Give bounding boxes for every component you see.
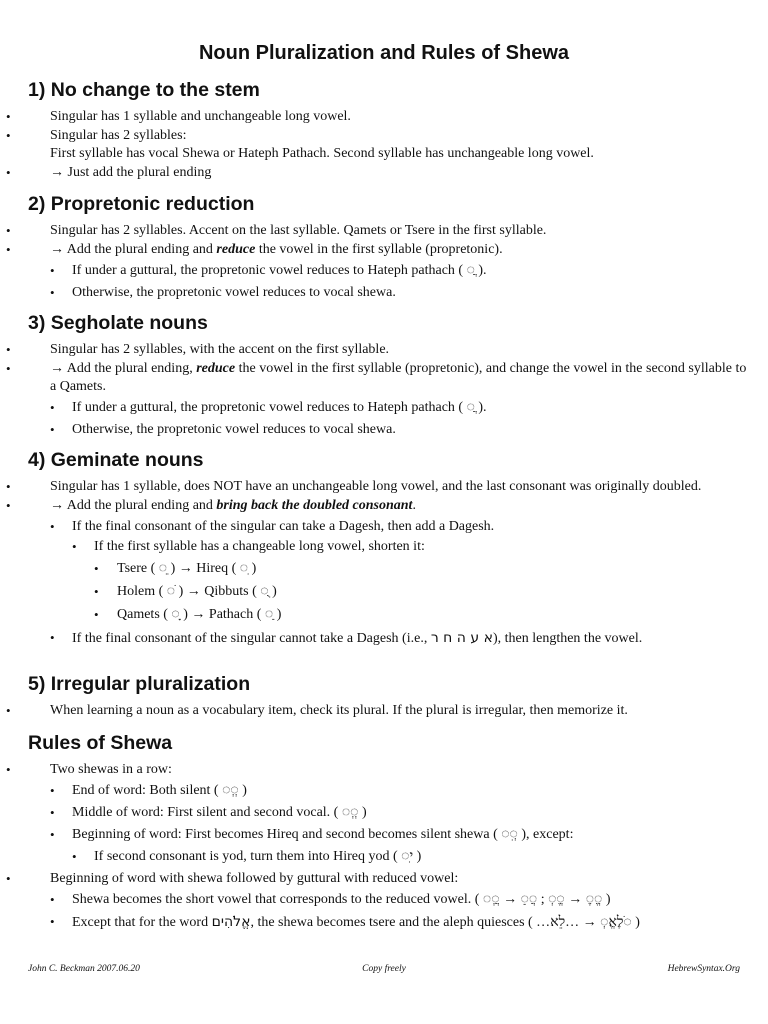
list-item: • Singular has 2 syllables. Accent on the last syllable. Qamets or Tsere in the first syllable. xyxy=(28,222,748,240)
list-item: • Tsere ( ◌ֵ ) → Hireq ( ◌ִ ) xyxy=(28,560,748,578)
hebrew-letters: א ע ה ח ר xyxy=(430,630,493,646)
list-item: • → Just add the plural ending xyxy=(28,164,748,182)
list-item: • Singular has 1 syllable, does NOT have an unchangeable long vowel, and the last consonant was originally doubled. xyxy=(28,478,748,496)
list-item: • Two shewas in a row: xyxy=(28,761,748,779)
section-geminate xyxy=(28,448,748,652)
list-item: • Otherwise, the propretonic vowel reduces to vocal shewa. xyxy=(28,284,748,302)
list-item: • Beginning of word: First becomes Hireq and second becomes silent shewa ( ◌ִ◌ְ ), except: xyxy=(28,826,748,844)
list-item: • If the final consonant of the singular cannot take a Dagesh (i.e., א ע ה ח ר), then lengthen the vowel. xyxy=(28,629,748,648)
section-no-change xyxy=(28,78,748,183)
list-item: • Shewa becomes the short vowel that corresponds to the reduced vowel. ( ◌ְ◌ֲ → ◌ַ◌ֲ ; ◌ְ◌ֱ → ◌ֶ◌ֱ ) xyxy=(28,891,748,909)
section-irregular xyxy=(28,672,748,721)
list-item-continuation: First syllable has vocal Shewa or Hateph Pathach. Second syllable has unchangeable long vowel. xyxy=(50,146,594,161)
section-segholate xyxy=(28,311,748,443)
list-item: • Middle of word: First silent and second vocal. ( ◌ְ◌ְ ) xyxy=(28,804,748,822)
list-item: • Except that for the word אֱלֹהִים, the shewa becomes tsere and the aleph quiesces ( …לֶאֱ◌ְ → …לֵא◌ֹ ) xyxy=(28,913,748,932)
section-heading: 5) Irregular pluralization xyxy=(28,673,251,695)
section-heading: 2) Propretonic reduction xyxy=(28,193,255,215)
list-item: • End of word: Both silent ( ◌ְ◌ְ ) xyxy=(28,782,748,800)
section-heading: Rules of Shewa xyxy=(28,732,173,754)
list-item: • Qamets ( ◌ָ ) → Pathach ( ◌ַ ) xyxy=(28,606,748,624)
footer-site: HebrewSyntax.Org xyxy=(667,964,740,974)
list-item: • Holem ( ◌ֹ ) → Qibbuts ( ◌ֻ ) xyxy=(28,583,748,601)
list-item: • → Add the plural ending, reduce the vowel in the first syllable (propretonic), and change the vowel in the second syllable to a Qamets. xyxy=(28,360,748,396)
footer-author: John C. Beckman 2007.06.20 xyxy=(28,964,140,974)
list-item: • Otherwise, the propretonic vowel reduces to vocal shewa. xyxy=(28,421,748,439)
list-item: • Singular has 1 syllable and unchangeable long vowel. xyxy=(28,108,748,126)
hebrew-word: אֱלֹהִים xyxy=(211,914,251,930)
section-heading: 4) Geminate nouns xyxy=(28,449,204,471)
section-propretonic xyxy=(28,192,748,306)
list-item: • → Add the plural ending and reduce the vowel in the first syllable (propretonic). xyxy=(28,241,748,259)
section-rules-of-shewa xyxy=(28,731,748,936)
footer-license: Copy freely xyxy=(362,964,406,974)
list-item: • When learning a noun as a vocabulary item, check its plural. If the plural is irregular, then memorize it. xyxy=(28,702,748,720)
list-item: • If the first syllable has a changeable long vowel, shorten it: xyxy=(28,538,748,556)
list-item: • Singular has 2 syllables, with the accent on the first syllable. xyxy=(28,341,748,359)
list-item: • → Add the plural ending and bring back the doubled consonant. xyxy=(28,497,748,515)
section-heading: 1) No change to the stem xyxy=(28,79,260,101)
list-item: • Beginning of word with shewa followed by guttural with reduced vowel: xyxy=(28,870,748,888)
list-item: • If second consonant is yod, turn them into Hireq yod ( ◌ִי ) xyxy=(28,848,748,866)
section-heading: 3) Segholate nouns xyxy=(28,312,208,334)
list-item: • If under a guttural, the propretonic vowel reduces to Hateph pathach ( ◌ֲ ). xyxy=(28,262,748,280)
page-title: Noun Pluralization and Rules of Shewa xyxy=(198,42,570,64)
list-item: • Singular has 2 syllables: xyxy=(28,127,748,145)
list-item: • If under a guttural, the propretonic vowel reduces to Hateph pathach ( ◌ֲ ). xyxy=(28,399,748,417)
list-item: • If the final consonant of the singular can take a Dagesh, then add a Dagesh. xyxy=(28,518,748,536)
